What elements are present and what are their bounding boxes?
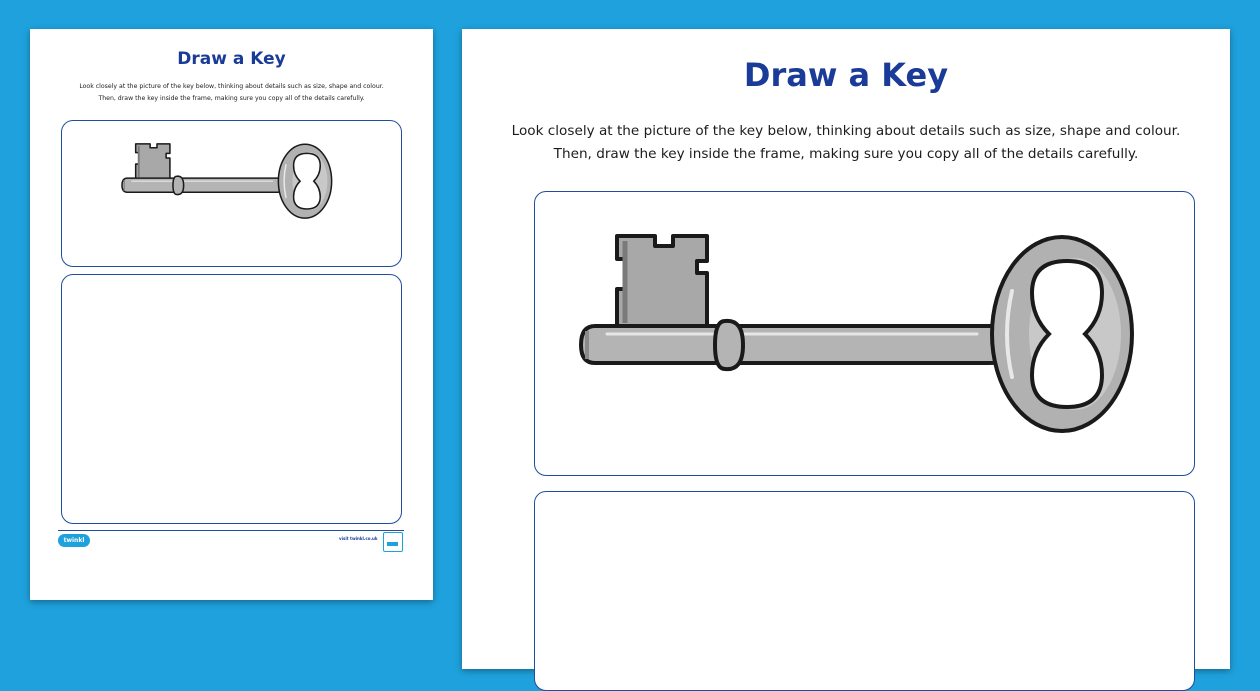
page-title: Draw a Key bbox=[743, 56, 949, 94]
footer-badge-icon bbox=[383, 532, 403, 552]
worksheet-thumbnail bbox=[30, 29, 433, 600]
instruction-line-2: Then, draw the key inside the frame, making sure you copy all of the details carefully. bbox=[98, 95, 365, 102]
drawing-frame bbox=[534, 491, 1195, 691]
instruction-line-2: Then, draw the key inside the frame, making sure you copy all of the details carefully. bbox=[553, 146, 1139, 162]
instruction-line-1: Look closely at the picture of the key below, thinking about details such as size, shape and colour. bbox=[511, 123, 1181, 139]
page-title: Draw a Key bbox=[177, 49, 286, 69]
instructions bbox=[30, 81, 433, 105]
footer-divider bbox=[58, 530, 404, 531]
key-illustration bbox=[83, 142, 371, 220]
drawing-frame bbox=[61, 274, 402, 524]
twinkl-logo: twinkl bbox=[58, 534, 90, 547]
instruction-line-1: Look closely at the picture of the key below, thinking about details such as size, shape and colour. bbox=[79, 83, 384, 90]
footer-website: visit twinkl.co.uk bbox=[339, 536, 378, 541]
instructions bbox=[462, 120, 1230, 166]
worksheet-preview bbox=[462, 29, 1230, 669]
key-illustration bbox=[576, 231, 1138, 436]
